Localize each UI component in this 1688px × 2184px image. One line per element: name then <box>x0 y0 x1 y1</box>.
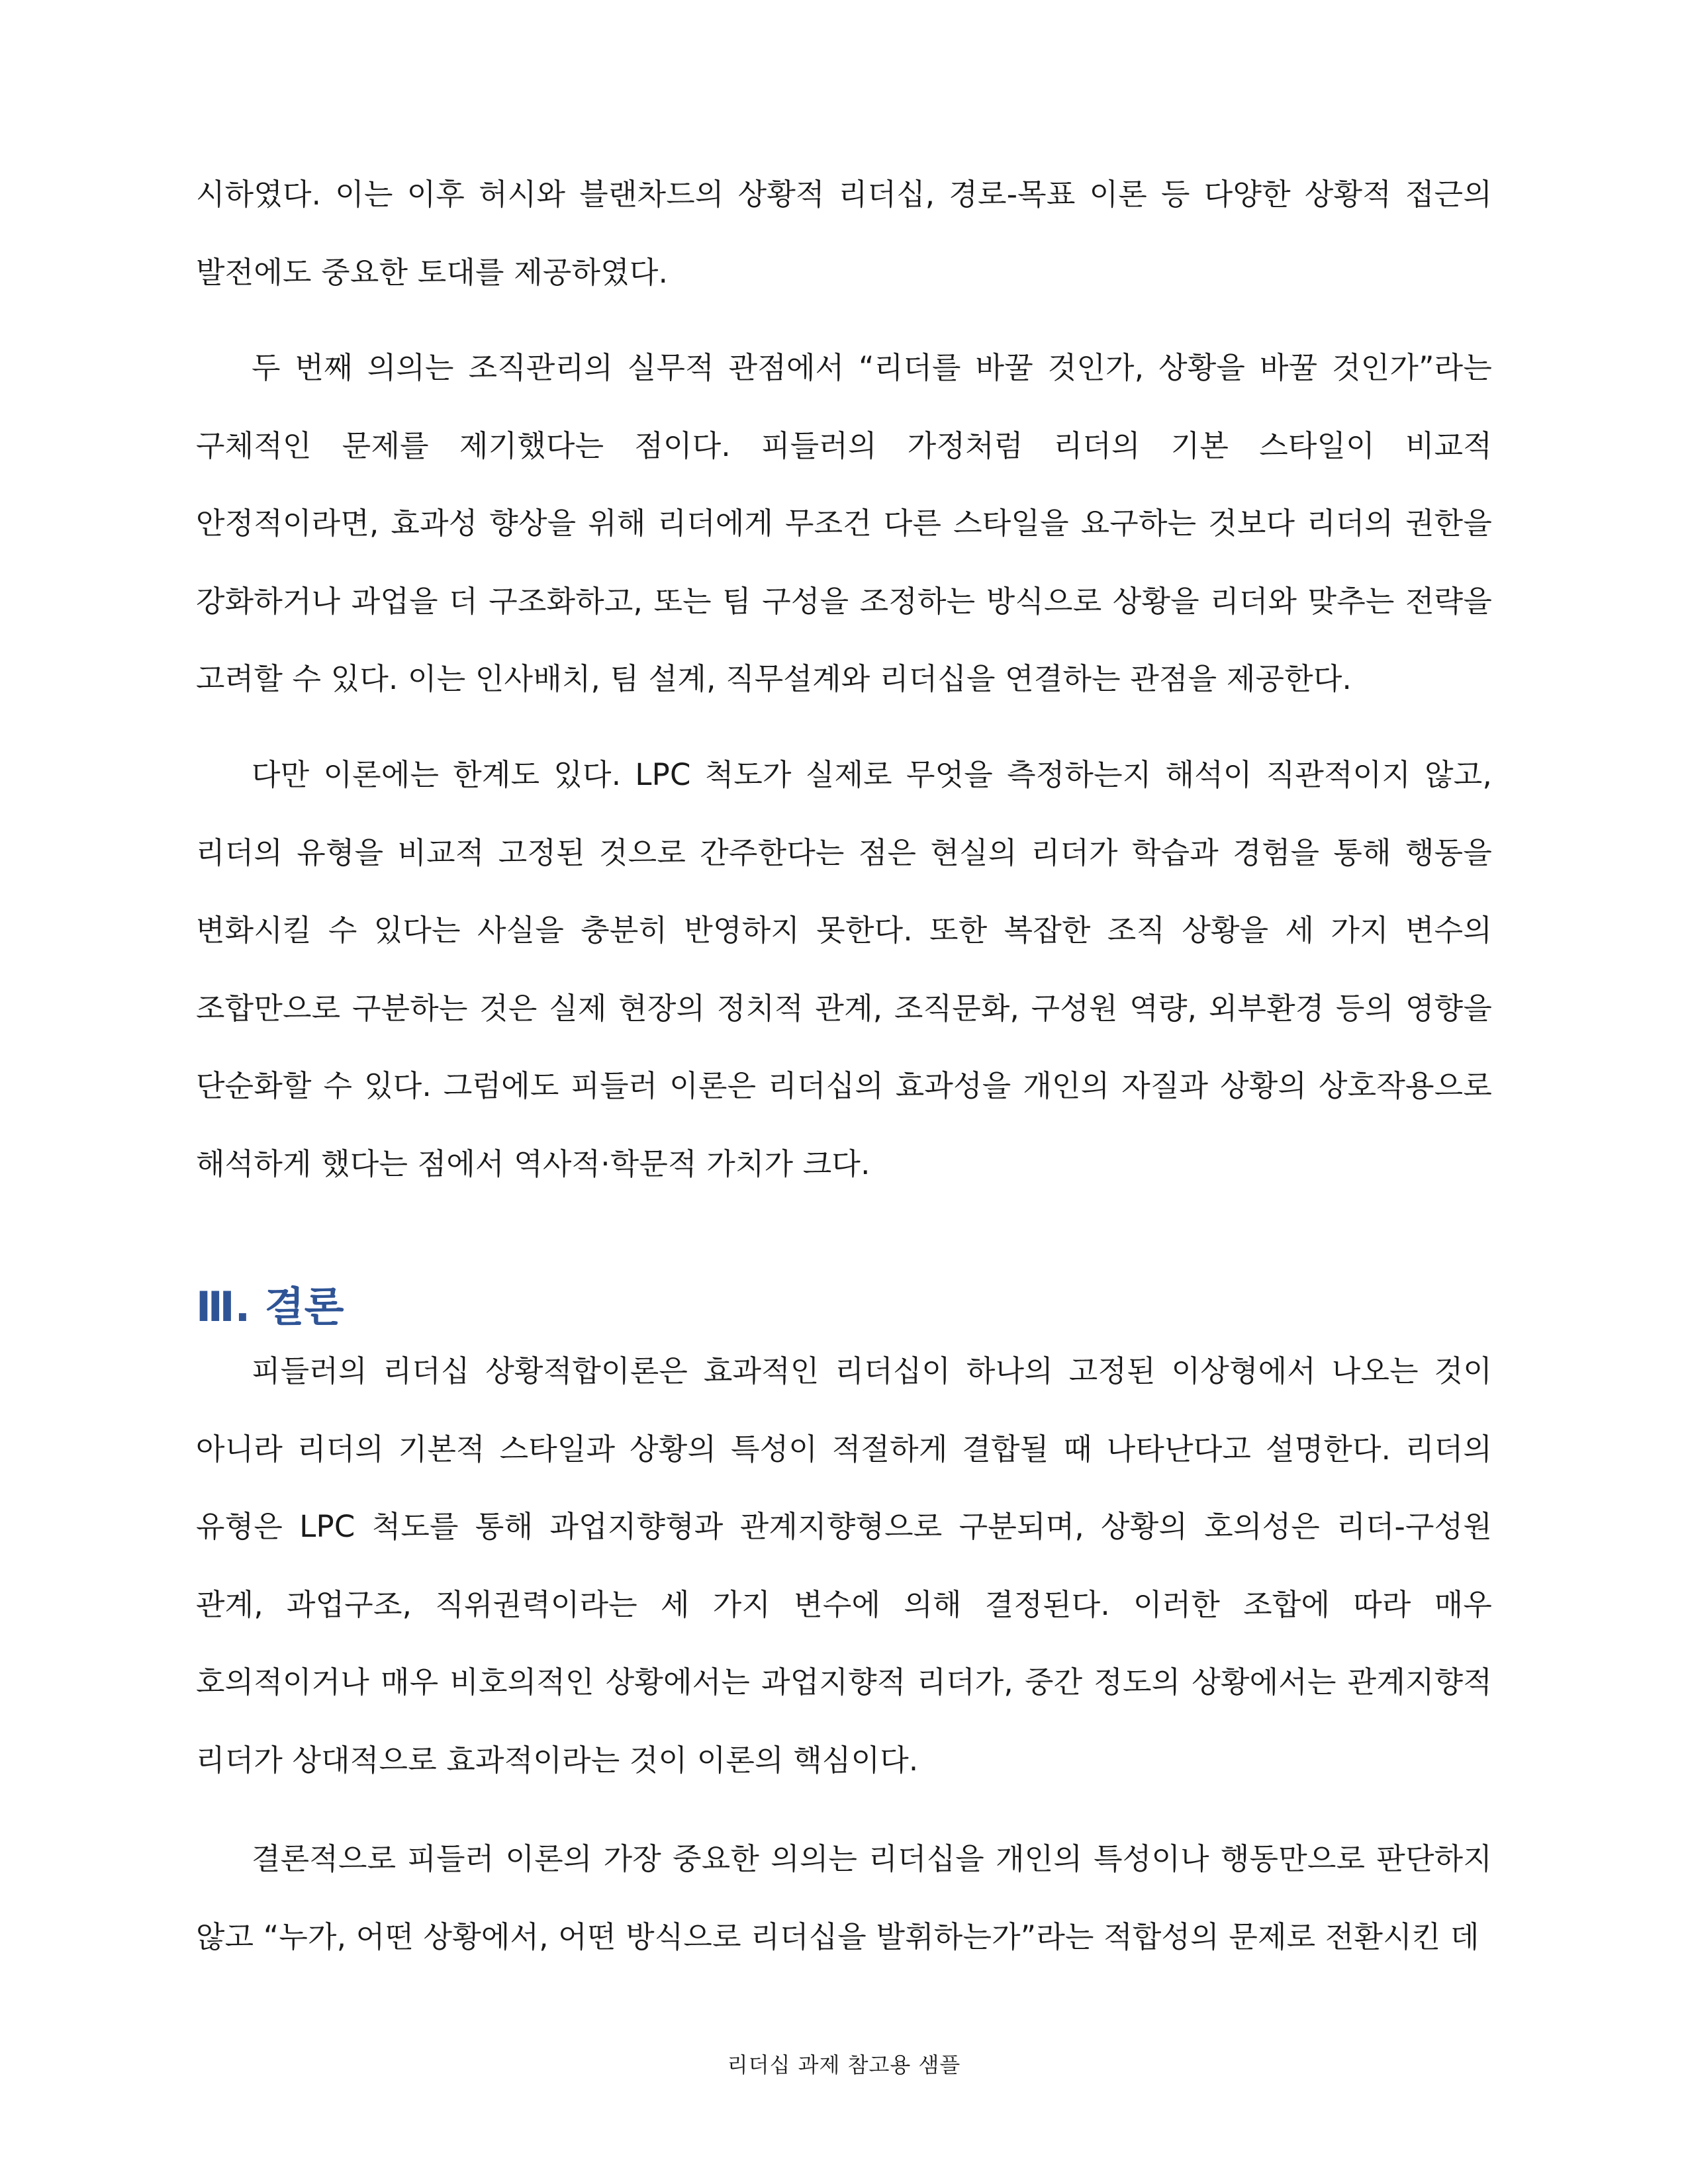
body-paragraph-1: 시하였다. 이는 이후 허시와 블랜차드의 상황적 리더십, 경로-목표 이론 등 다양한 상황적 접근의 발전에도 중요한 토대를 제공하였다. <box>196 177 1492 290</box>
section-heading-conclusion: Ⅲ. 결론 <box>196 1283 344 1331</box>
body-paragraph-4: 피들러의 리더십 상황적합이론은 효과적인 리더십이 하나의 고정된 이상형에서 나오는 것이 아니라 리더의 기본적 스타일과 상황의 특성이 적절하게 결합될 때 나타난다고 설명한다. 리더의 유형은 LPC 척도를 통해 과업지향형과 관계지향형으로 구분되며, 상황의 호의성은 리더-구성원 관계, 과업구조, 직위권력이라는 세 가지 변수에 의해 결정된다. 이러한 조합에 따라 매우 호의적이거나 매우 비호의적인 상황에서는 과업지향적 리더가, 중간 정도의 상황에서는 관계지향적 리더가 상대적으로 효과적이라는 것이 이론의 핵심이다. <box>196 1353 1492 1778</box>
body-paragraph-5: 결론적으로 피들러 이론의 가장 중요한 의의는 리더십을 개인의 특성이나 행동만으로 판단하지 않고 “누가, 어떤 상황에서, 어떤 방식으로 리더십을 발휘하는가”라는 적합성의 문제로 전환시킨 데 <box>196 1841 1492 1954</box>
body-paragraph-3: 다만 이론에는 한계도 있다. LPC 척도가 실제로 무엇을 측정하는지 해석이 직관적이지 않고, 리더의 유형을 비교적 고정된 것으로 간주한다는 점은 현실의 리더가 학습과 경험을 통해 행동을 변화시킬 수 있다는 사실을 충분히 반영하지 못한다. 또한 복잡한 조직 상황을 세 가지 변수의 조합만으로 구분하는 것은 실제 현장의 정치적 관계, 조직문화, 구성원 역량, 외부환경 등의 영향을 단순화할 수 있다. 그럼에도 피들러 이론은 리더십의 효과성을 개인의 자질과 상황의 상호작용으로 해석하게 했다는 점에서 역사적·학문적 가치가 크다. <box>196 757 1492 1181</box>
body-paragraph-2: 두 번째 의의는 조직관리의 실무적 관점에서 “리더를 바꿀 것인가, 상황을 바꿀 것인가”라는 구체적인 문제를 제기했다는 점이다. 피들러의 가정처럼 리더의 기본 스타일이 비교적 안정적이라면, 효과성 향상을 위해 리더에게 무조건 다른 스타일을 요구하는 것보다 리더의 권한을 강화하거나 과업을 더 구조화하고, 또는 팀 구성을 조정하는 방식으로 상황을 리더와 맞추는 전략을 고려할 수 있다. 이는 인사배치, 팀 설계, 직무설계와 리더십을 연결하는 관점을 제공한다. <box>196 350 1492 696</box>
page-footer: 리더십 과제 참고용 샘플 <box>727 2052 961 2077</box>
